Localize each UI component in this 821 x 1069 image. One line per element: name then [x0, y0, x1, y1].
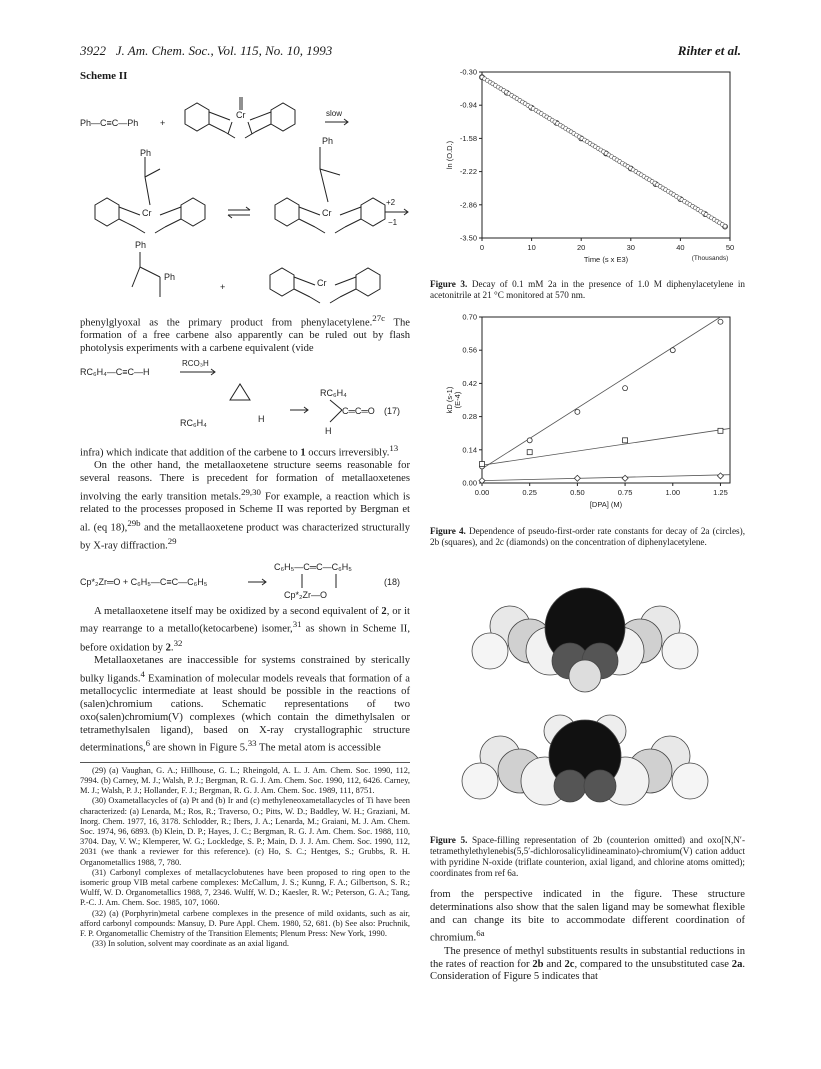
figure-4-caption: Figure 4. Dependence of pseudo-first-order rate constants for decay of 2a (circles), 2b (squares), and 2c (diamonds) on the concentration of diphenylacetylene.: [430, 526, 745, 547]
data-point: [718, 428, 723, 433]
figure-4-chart: [430, 305, 745, 515]
y-axis-label: ln (O.D.): [445, 140, 454, 170]
data-point: [480, 462, 485, 467]
figure-3-chart: [430, 60, 745, 270]
scheme-plus: +: [160, 118, 166, 128]
y-tick-label: -0.30: [459, 67, 477, 77]
scheme-minus1: −1: [388, 218, 398, 227]
left-paragraph-1: phenylglyoxal as the primary product from phenylacetylene.$^{27c}$ The formation of a free carbene also apparently can be ruled out by flash photolysis experiments with a carbene equivalent (vide: [80, 313, 410, 355]
salen-complex-3: [275, 147, 385, 233]
eq17-ketene: C═C═O: [342, 405, 375, 416]
y-tick-label: -0.94: [459, 100, 477, 110]
y-tick-label: -3.50: [459, 233, 477, 243]
eq18-bottom: Cp*₂Zr—O: [284, 589, 327, 600]
x-tick-label: 20: [577, 243, 586, 252]
right-paragraph-2: The presence of methyl substituents results in substantial reductions in the rates of reaction for 2b and 2c, compared to the unsubstituted case 2a. Consideration of Figure 5 indicates that: [430, 945, 746, 983]
scheme-reactant: Ph—C≡C—Ph: [80, 118, 139, 128]
x-tick-label: 40: [676, 243, 685, 252]
scheme-plus-3: +: [220, 282, 226, 292]
scheme-cr: Cr: [236, 110, 246, 120]
figure-5-caption: Figure 5. Space-filling representation of 2b (counterion omitted) and oxo[N,N′-tetramethylethylenebis(5,5′-dichlorosalicylidineaminato)-chromium(V) cation adduct with pyridine N-oxide (triflate counterion, axial ligand, and chlorine atoms omitted); coordinates from ref 6a.: [430, 835, 745, 878]
fit-line: [482, 317, 720, 469]
x-tick-label: 10: [527, 243, 536, 252]
data-point: [527, 450, 532, 455]
scheme-title: Scheme II: [80, 70, 128, 82]
references: [80, 762, 410, 950]
reference-31: (31) Carbonyl complexes of metallacyclobutenes have been proposed to ring open to the isomeric group VIB metal carbene complexes: McCallum, J. S.; Kunng, F. A.; Gilbertson, S. R.; Wulff, W. D. Organometallics 1988, 7, 2346. Wulff, W. D.; Kaesler, R. W.; Peterson, G. A.; Tang, P.-C. J. Am. Chem. Soc. 1985, 107, 1060.: [80, 867, 410, 908]
figure-3-caption: Figure 3. Decay of 0.1 mM 2a in the presence of 1.0 M diphenylacetylene in acetonitrile at 21 °C monitored at 570 nm.: [430, 279, 745, 300]
data-point: [574, 475, 580, 481]
y-tick-label: 0.56: [462, 345, 477, 355]
reference-32: (32) (a) (Porphyrin)metal carbene complexes in the presence of mild oxidants, such as air, afford carbonyl compounds: Mansuy, D. Pure Appl. Chem. 1980, 52, 681. (b) See also: Pruchnik, F. P. Organometallic Chemistry of the Transition Elements; Plenum Press: New York, 1990.: [80, 908, 410, 938]
data-point: [575, 409, 580, 414]
data-point: [527, 438, 532, 443]
eq17-r2: RC₆H₄: [320, 387, 347, 398]
scheme-ph-3: Ph: [135, 240, 147, 250]
left-paragraph-5: Metallaoxetanes are inaccessible for systems constrained by sterically bulky ligands.$^4$ Examination of molecular models reveals that formation of a metallocyclic intermediate at least should be possible in the reactions of (salen)chromium cations. Schematic representations of two oxo(salen)chromium(V) complexes (which contain the dimethylsalen or tetramethylsalen ligand), based on X-ray crystallographic structure determinations,$^6$ are shown in Figure 5.33 The metal atom is accessible: [80, 655, 411, 754]
y-axis-label-2: (E-4): [453, 391, 462, 409]
scheme-plus2: +2: [386, 198, 396, 207]
author-header: Rihter et al.: [677, 43, 741, 58]
y-tick-label: 0.42: [462, 378, 477, 388]
eq17-h: H: [258, 413, 265, 424]
scheme-ph: Ph: [140, 148, 152, 158]
phenylglyoxal: [132, 252, 160, 297]
scheme-ph-4: Ph: [164, 272, 176, 282]
fit-line: [482, 428, 730, 465]
eq18-number: (18): [384, 576, 401, 587]
x-tick-label: 0: [479, 243, 485, 252]
x-tick-label: 1.00: [665, 488, 681, 497]
equation-17: [80, 356, 410, 442]
data-point: [623, 386, 628, 391]
x-axis-label: Time (s x E3): [583, 255, 629, 264]
reference-30: (30) Oxametallacycles of (a) Pt and (b) Ir and (c) methyleneoxametallacycles of Ti have been characterized: (a) Lenarda, M.; Ros, R.; Traverso, O.; Pitts, W. D.; Baddley, W. H.; Graziani, M. Inorg. Chem. 1977, 16, 3178. Schlodder, R.; Ibers, J. A.; Lenarda, M.; Graiani, M. J. Am. Chem. Soc. 1974, 96, 6893. (b) Klein, D. P.; Hayes, J. C.; Bergman, R. G. J. Am. Chem. Soc. 1988, 110, 3704. Day, V. W.; Klemperer, W. G.; Lockledge, S. P.; Main, D. J. J. Am. Chem. Soc. 1990, 112, 2031 (we thank a reviewer for this reference). (c) Ho, S. C.; Hentges, S.; Grubbs, R. H. Organometallics 1988, 7, 780.: [80, 796, 410, 867]
left-column: [80, 60, 410, 949]
x-tick-label: 1.25: [713, 488, 728, 497]
fit-line: [482, 475, 730, 481]
eq18-top: C₆H₅—C═C—C₆H₅: [274, 561, 352, 572]
y-tick-label: -2.22: [459, 167, 477, 177]
x-tick-label: 0.50: [570, 488, 585, 497]
y-tick-label: -2.86: [459, 200, 477, 210]
left-paragraph-3: On the other hand, the metallaoxetene structure seems reasonable for several reasons. There is precedent for formation of metallaoxetenes involving the early transition metals.$^{29,30}$ For example, a reaction which is related to the processes proposed in Scheme II was reported by Bergman et al. (eq 18),$^{29b}$ and the metallaoxetene product was characterized structurally by X-ray diffraction.$^{29}$: [80, 460, 410, 552]
y-axis-label: kD (s-1): [445, 386, 454, 414]
scheme-cr-3: Cr: [322, 208, 332, 218]
x-tick-label: 50: [725, 243, 735, 252]
page-number: 3922: [80, 43, 106, 58]
x-axis-unit: (Thousands): [691, 255, 729, 262]
figure-5-space-filling-models: [430, 556, 745, 826]
data-point: [717, 473, 723, 479]
scheme-ph-2: Ph: [322, 136, 334, 146]
journal-citation: J. Am. Chem. Soc., Vol. 115, No. 10, 1993: [115, 43, 333, 58]
reference-29: (29) (a) Vaughan, G. A.; Hillhouse, G. L.; Rheingold, A. L. J. Am. Chem. Soc. 1990, 112, 7994. (b) Carney, M. J.; Walsh, P. J.; Bergman, R. G. J. Am. Chem. Soc. 1990, 112, 6426. Carney, M. J.; Walsh, P. J.; Hollander, F. J.; Bergman, R. G. J. Am. Chem. Soc. 1989, 111, 8751.: [80, 765, 410, 796]
right-paragraph-1: from the perspective indicated in the figure. These structure determinations also show that the salen ligand may be somewhat flexible and can change its bite to accommodate different coordination of chromium.$^{6a}$: [430, 889, 745, 944]
scheme-ii-diagram: [80, 82, 410, 312]
x-tick-label: 30: [626, 243, 635, 252]
equation-18: [80, 554, 410, 606]
scheme-cr-4: Cr: [317, 278, 327, 288]
salen-complex-2: [95, 157, 205, 233]
eq18-left: Cp*₂Zr═O + C₆H₅—C≡C—C₆H₅: [80, 576, 208, 587]
eq17-reactant: RC₆H₄—C≡C—H: [80, 366, 150, 377]
x-tick-label: 0.00: [474, 488, 490, 497]
data-point: [623, 438, 628, 443]
decay-point: [723, 224, 727, 228]
running-header: [80, 43, 332, 59]
space-filling-model-tetramethylsalen: [462, 715, 708, 805]
eq17-number: (17): [384, 405, 401, 416]
eq17-h2: H: [325, 425, 332, 436]
scheme-slow: slow: [326, 109, 343, 118]
y-tick-label: -1.58: [459, 133, 477, 143]
y-tick-label: 0.28: [462, 412, 477, 422]
eq17-r1: RC₆H₄: [180, 417, 207, 428]
data-point: [670, 348, 675, 353]
y-tick-label: 0.00: [462, 478, 477, 488]
scheme-cr-2: Cr: [142, 208, 152, 218]
plot-frame: [482, 317, 730, 483]
y-tick-label: 0.70: [462, 312, 477, 322]
x-tick-label: 0.25: [522, 488, 537, 497]
data-point: [718, 319, 723, 324]
reference-33: (33) In solution, solvent may coordinate as an axial ligand.: [92, 939, 289, 949]
y-tick-label: 0.14: [462, 445, 477, 455]
space-filling-model-2b: [472, 588, 698, 692]
eq17-reagent: RCO₃H: [182, 358, 209, 368]
left-paragraph-4: A metallaoxetene itself may be oxidized by a second equivalent of 2, or it may rearrange to a metallo(ketocarbene) isomer,$^{31}$ as shown in Scheme II, before oxidation by 2.32: [80, 605, 410, 654]
right-column: [430, 60, 745, 984]
data-point: [622, 475, 628, 481]
left-paragraph-2: infra) which indicate that addition of the carbene to 1 occurs irreversibly.$^{13}$: [80, 442, 399, 459]
x-axis-label: [DPA] (M): [589, 500, 623, 509]
x-tick-label: 0.75: [617, 488, 633, 497]
